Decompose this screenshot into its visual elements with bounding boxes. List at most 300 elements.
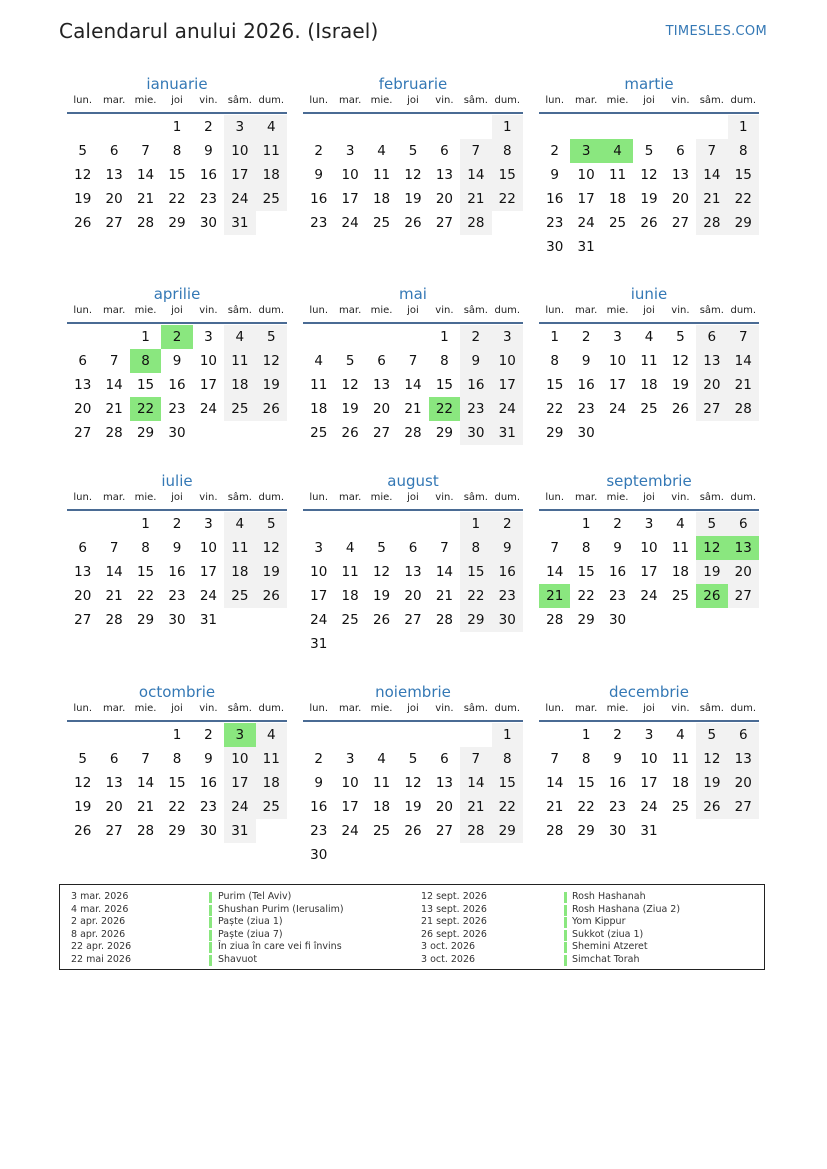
weekday-label: sâm. <box>699 95 724 106</box>
weekday-label: dum. <box>258 305 285 316</box>
weekday-header <box>67 300 287 324</box>
legend-holiday-marker <box>564 942 567 953</box>
day-cell: 10 <box>199 540 217 556</box>
day-cell: 4 <box>676 727 685 743</box>
legend-holiday-marker <box>564 917 567 928</box>
day-cell: 26 <box>404 823 422 839</box>
weekday-label: sâm. <box>463 492 488 503</box>
weekday-label: joi <box>407 492 419 503</box>
day-cell: 24 <box>577 215 595 231</box>
day-cell: 18 <box>224 560 255 584</box>
day-cell: 14 <box>696 163 727 187</box>
day-cell: 7 <box>728 325 759 349</box>
day-cell: 29 <box>460 608 491 632</box>
day-cell: 26 <box>74 823 92 839</box>
day-cell: 25 <box>671 799 689 815</box>
day-cell: 21 <box>105 401 123 417</box>
day-cell: 9 <box>204 143 213 159</box>
day-grid <box>303 115 523 259</box>
day-cell: 2 <box>314 751 323 767</box>
day-cell: 10 <box>492 349 523 373</box>
day-cell: 15 <box>492 771 523 795</box>
day-cell: 19 <box>256 560 287 584</box>
day-cell: 5 <box>256 325 287 349</box>
day-cell-holiday: 12 <box>696 536 727 560</box>
day-cell: 12 <box>372 564 391 580</box>
day-cell: 12 <box>404 167 422 183</box>
day-cell: 29 <box>577 823 595 839</box>
weekday-header <box>539 487 759 511</box>
weekday-label: mar. <box>575 305 598 316</box>
day-cell: 20 <box>105 191 123 207</box>
day-cell: 6 <box>78 540 87 556</box>
day-cell: 31 <box>577 239 595 255</box>
day-cell: 30 <box>608 823 627 839</box>
weekday-label: joi <box>643 95 655 106</box>
day-cell: 27 <box>671 215 689 231</box>
weekday-label: mie. <box>606 492 629 503</box>
day-grid <box>67 512 287 656</box>
day-cell: 16 <box>199 167 217 183</box>
day-cell: 14 <box>435 564 453 580</box>
day-cell: 20 <box>404 588 422 604</box>
day-cell: 15 <box>168 775 186 791</box>
day-cell: 13 <box>74 377 92 393</box>
day-cell: 24 <box>199 588 217 604</box>
day-cell: 5 <box>78 143 87 159</box>
weekday-label: lun. <box>73 95 93 106</box>
day-cell: 28 <box>136 823 155 839</box>
weekday-label: vin. <box>671 492 690 503</box>
day-cell: 18 <box>671 564 689 580</box>
day-cell: 12 <box>640 167 658 183</box>
day-cell: 22 <box>492 795 523 819</box>
day-cell: 16 <box>168 377 186 393</box>
weekday-label: mar. <box>575 703 598 714</box>
weekday-label: vin. <box>199 305 218 316</box>
day-cell: 15 <box>492 163 523 187</box>
day-cell: 20 <box>74 588 92 604</box>
legend-holiday-marker <box>209 930 212 941</box>
day-cell: 29 <box>136 612 155 628</box>
weekday-label: mar. <box>103 703 126 714</box>
day-cell: 24 <box>341 215 359 231</box>
day-cell: 9 <box>492 536 523 560</box>
day-cell: 29 <box>168 215 186 231</box>
day-cell: 29 <box>728 211 759 235</box>
day-cell: 7 <box>109 353 119 369</box>
legend-holiday-marker <box>209 905 212 916</box>
month-name: iunie <box>630 285 668 303</box>
day-cell: 20 <box>435 191 453 207</box>
weekday-label: lun. <box>309 703 329 714</box>
day-cell: 30 <box>310 847 328 863</box>
legend-date: 22 mai 2026 <box>71 954 132 965</box>
weekday-label: dum. <box>730 95 757 106</box>
day-grid <box>67 723 287 867</box>
day-cell: 27 <box>435 823 453 839</box>
site-brand-link[interactable]: TIMESLES.COM <box>665 24 767 39</box>
day-cell: 28 <box>105 425 123 441</box>
day-cell: 10 <box>341 167 359 183</box>
month-name: iulie <box>161 472 193 490</box>
day-cell: 4 <box>224 325 255 349</box>
day-cell: 21 <box>404 401 422 417</box>
weekday-label: lun. <box>73 305 93 316</box>
day-cell: 26 <box>404 215 422 231</box>
weekday-label: mar. <box>103 95 126 106</box>
day-cell: 15 <box>168 167 186 183</box>
day-grid <box>539 723 759 867</box>
day-cell: 24 <box>608 401 627 417</box>
day-cell: 2 <box>550 143 559 159</box>
month-august <box>303 470 523 652</box>
day-cell: 21 <box>546 799 564 815</box>
legend-date: 4 mar. 2026 <box>71 903 129 915</box>
day-cell: 9 <box>314 775 323 791</box>
day-cell: 13 <box>74 564 92 580</box>
weekday-label: mar. <box>339 305 362 316</box>
day-cell: 11 <box>224 536 255 560</box>
day-cell: 21 <box>136 799 155 815</box>
day-cell: 8 <box>172 143 182 159</box>
day-cell: 1 <box>492 723 523 747</box>
legend-holiday-name: Sukkot (ziua 1) <box>572 928 644 940</box>
day-cell: 25 <box>372 823 391 839</box>
day-cell: 28 <box>460 211 491 235</box>
day-cell: 22 <box>460 584 491 608</box>
day-cell: 17 <box>224 163 255 187</box>
day-cell: 18 <box>671 775 689 791</box>
day-cell: 5 <box>408 143 418 159</box>
month-septembrie <box>539 470 759 628</box>
day-cell: 20 <box>696 373 727 397</box>
weekday-label: mie. <box>370 95 393 106</box>
day-cell: 3 <box>345 751 355 767</box>
day-cell: 5 <box>696 723 727 747</box>
day-cell: 30 <box>546 239 564 255</box>
day-cell: 12 <box>696 747 727 771</box>
day-cell: 13 <box>372 377 391 393</box>
day-cell: 8 <box>141 540 150 556</box>
weekday-label: mar. <box>339 492 362 503</box>
day-cell: 29 <box>492 819 523 843</box>
day-cell: 27 <box>372 425 391 441</box>
day-cell: 3 <box>492 325 523 349</box>
legend-holiday-name: Shushan Purim (Ierusalim) <box>218 903 344 915</box>
legend-holiday-name: Paște (ziua 7) <box>218 928 283 940</box>
month-name: mai <box>399 285 427 303</box>
legend-holiday-name: Rosh Hashanah <box>572 891 646 902</box>
day-cell: 27 <box>435 215 453 231</box>
day-cell: 11 <box>224 349 255 373</box>
day-cell: 14 <box>404 377 422 393</box>
day-cell: 12 <box>404 775 422 791</box>
month-ianuarie <box>67 73 287 231</box>
day-cell: 2 <box>204 727 213 743</box>
day-cell: 9 <box>172 353 182 369</box>
weekday-label: vin. <box>435 703 454 714</box>
day-cell: 10 <box>199 353 217 369</box>
day-cell: 4 <box>676 516 685 532</box>
day-cell: 2 <box>204 119 213 135</box>
page-title: Calendarul anului 2026. (Israel) <box>59 19 379 43</box>
month-name: noiembrie <box>375 683 451 701</box>
month-name: februarie <box>378 75 448 93</box>
day-cell: 4 <box>644 329 654 345</box>
legend-holiday-name: Simchat Torah <box>572 954 640 965</box>
day-cell: 12 <box>671 353 689 369</box>
day-cell: 2 <box>492 512 523 536</box>
day-cell: 19 <box>74 799 92 815</box>
day-cell: 28 <box>696 211 727 235</box>
day-cell: 16 <box>460 373 491 397</box>
day-cell: 22 <box>577 799 595 815</box>
day-cell: 26 <box>256 397 287 421</box>
day-cell: 13 <box>671 167 689 183</box>
day-cell: 4 <box>377 143 386 159</box>
day-cell: 8 <box>581 540 591 556</box>
day-cell: 23 <box>168 401 186 417</box>
day-cell: 5 <box>377 540 386 556</box>
day-cell: 22 <box>546 401 564 417</box>
day-cell: 10 <box>608 353 627 369</box>
day-cell: 17 <box>224 771 255 795</box>
day-cell: 14 <box>546 775 564 791</box>
day-cell: 23 <box>546 215 564 231</box>
day-cell: 7 <box>550 751 559 767</box>
weekday-label: vin. <box>199 492 218 503</box>
day-cell: 15 <box>435 377 453 393</box>
day-grid <box>303 512 523 656</box>
day-cell: 20 <box>435 799 453 815</box>
day-cell: 10 <box>310 564 328 580</box>
weekday-label: vin. <box>199 703 218 714</box>
day-cell: 7 <box>460 747 491 771</box>
day-cell: 6 <box>377 353 386 369</box>
day-cell: 12 <box>74 775 92 791</box>
day-cell: 21 <box>435 588 453 604</box>
day-cell: 11 <box>310 377 328 393</box>
day-cell: 6 <box>109 751 119 767</box>
weekday-label: dum. <box>730 305 757 316</box>
day-cell: 19 <box>341 401 359 417</box>
weekday-header <box>67 90 287 114</box>
legend-date: 12 sept. 2026 <box>421 891 487 902</box>
day-cell: 28 <box>728 397 759 421</box>
day-cell: 7 <box>141 143 150 159</box>
day-cell: 11 <box>341 564 359 580</box>
weekday-label: dum. <box>730 703 757 714</box>
day-cell: 14 <box>728 349 759 373</box>
day-cell: 27 <box>696 397 727 421</box>
month-martie <box>539 73 759 255</box>
day-cell: 15 <box>136 377 155 393</box>
day-cell: 15 <box>577 775 595 791</box>
legend-holiday-name: Shavuot <box>218 954 258 965</box>
day-cell: 1 <box>728 115 759 139</box>
day-cell: 10 <box>341 775 359 791</box>
day-cell: 8 <box>460 536 491 560</box>
weekday-label: mie. <box>134 95 157 106</box>
day-cell: 13 <box>435 775 453 791</box>
day-cell: 25 <box>640 401 658 417</box>
day-cell: 31 <box>199 612 217 628</box>
day-cell: 1 <box>172 119 182 135</box>
weekday-label: joi <box>171 95 183 106</box>
legend-holiday-marker <box>564 930 567 941</box>
day-cell: 24 <box>224 795 255 819</box>
weekday-label: joi <box>407 703 419 714</box>
day-cell: 30 <box>492 608 523 632</box>
day-cell: 13 <box>105 167 123 183</box>
month-februarie <box>303 73 523 231</box>
day-cell-holiday: 26 <box>696 584 727 608</box>
weekday-label: mar. <box>103 305 126 316</box>
day-cell: 28 <box>404 425 422 441</box>
day-cell: 19 <box>256 373 287 397</box>
day-cell: 26 <box>671 401 689 417</box>
weekday-label: mie. <box>606 95 629 106</box>
day-cell: 27 <box>74 425 92 441</box>
day-cell: 25 <box>310 425 328 441</box>
day-cell: 11 <box>372 775 391 791</box>
day-cell: 17 <box>341 799 359 815</box>
day-cell: 5 <box>78 751 87 767</box>
day-cell: 23 <box>460 397 491 421</box>
day-cell: 12 <box>74 167 92 183</box>
day-cell: 9 <box>581 353 591 369</box>
day-cell: 27 <box>105 823 123 839</box>
day-cell: 20 <box>105 799 123 815</box>
day-cell: 18 <box>640 377 658 393</box>
day-cell: 2 <box>172 516 182 532</box>
day-cell: 10 <box>577 167 595 183</box>
day-cell: 22 <box>577 588 595 604</box>
weekday-label: lun. <box>73 703 93 714</box>
day-cell: 15 <box>577 564 595 580</box>
day-cell: 5 <box>696 512 727 536</box>
day-cell: 16 <box>577 377 595 393</box>
day-cell: 27 <box>728 795 759 819</box>
day-cell-holiday: 3 <box>224 723 255 747</box>
day-cell: 19 <box>696 771 727 795</box>
weekday-label: mie. <box>370 703 393 714</box>
day-cell: 24 <box>199 401 217 417</box>
day-cell: 24 <box>224 187 255 211</box>
day-cell: 9 <box>204 751 213 767</box>
day-cell: 14 <box>136 775 155 791</box>
legend-date: 3 oct. 2026 <box>421 941 476 953</box>
day-cell: 11 <box>640 353 658 369</box>
day-cell: 20 <box>372 401 391 417</box>
day-cell: 31 <box>224 819 255 843</box>
weekday-label: dum. <box>494 305 521 316</box>
day-cell: 20 <box>671 191 689 207</box>
weekday-label: dum. <box>258 492 285 503</box>
month-name: decembrie <box>609 683 689 701</box>
day-cell: 7 <box>408 353 418 369</box>
day-cell: 30 <box>199 823 217 839</box>
day-cell: 1 <box>141 516 150 532</box>
day-cell: 19 <box>372 588 391 604</box>
day-cell: 27 <box>74 612 92 628</box>
day-cell: 17 <box>341 191 359 207</box>
day-cell: 25 <box>256 187 287 211</box>
day-cell: 16 <box>168 564 186 580</box>
weekday-label: dum. <box>258 95 285 106</box>
day-cell: 14 <box>105 377 123 393</box>
day-cell: 9 <box>550 167 559 183</box>
day-cell: 9 <box>314 167 323 183</box>
legend-holiday-marker <box>564 892 567 903</box>
day-cell: 12 <box>256 536 287 560</box>
weekday-label: lun. <box>545 95 565 106</box>
day-cell: 18 <box>256 771 287 795</box>
day-cell-holiday: 22 <box>429 397 460 421</box>
day-cell: 9 <box>460 349 491 373</box>
day-cell: 4 <box>256 723 287 747</box>
day-cell: 26 <box>640 215 658 231</box>
weekday-label: mar. <box>339 703 362 714</box>
month-iulie <box>67 470 287 628</box>
day-cell: 4 <box>314 353 323 369</box>
day-cell: 26 <box>256 584 287 608</box>
weekday-label: vin. <box>435 492 454 503</box>
month-decembrie <box>539 681 759 839</box>
legend-date: 21 sept. 2026 <box>421 916 487 928</box>
weekday-label: mar. <box>575 95 598 106</box>
day-cell: 11 <box>256 747 287 771</box>
weekday-label: lun. <box>545 703 565 714</box>
day-grid <box>303 325 523 469</box>
day-cell: 13 <box>435 167 453 183</box>
weekday-header <box>539 300 759 324</box>
day-cell: 25 <box>256 795 287 819</box>
day-cell: 1 <box>172 727 182 743</box>
legend-holiday-name: Paște (ziua 1) <box>218 916 283 928</box>
legend-holiday-marker <box>209 917 212 928</box>
day-grid <box>303 723 523 867</box>
weekday-label: joi <box>171 305 183 316</box>
day-cell: 7 <box>440 540 449 556</box>
day-cell: 16 <box>608 564 627 580</box>
weekday-label: mar. <box>575 492 598 503</box>
day-cell: 7 <box>460 139 491 163</box>
day-cell: 16 <box>546 191 564 207</box>
day-cell: 8 <box>492 139 523 163</box>
day-cell: 14 <box>105 564 123 580</box>
day-cell: 23 <box>168 588 186 604</box>
day-cell: 21 <box>136 191 155 207</box>
weekday-label: joi <box>171 703 183 714</box>
weekday-label: dum. <box>258 703 285 714</box>
weekday-label: vin. <box>671 305 690 316</box>
weekday-label: lun. <box>545 305 565 316</box>
day-cell: 13 <box>696 349 727 373</box>
weekday-header <box>303 90 523 114</box>
day-cell: 16 <box>310 799 328 815</box>
day-cell: 17 <box>310 588 328 604</box>
day-cell: 8 <box>728 139 759 163</box>
weekday-header <box>67 698 287 722</box>
day-cell: 17 <box>577 191 595 207</box>
day-cell: 15 <box>136 564 155 580</box>
day-cell: 26 <box>74 215 92 231</box>
day-cell: 1 <box>141 329 150 345</box>
day-cell: 6 <box>676 143 685 159</box>
day-cell: 21 <box>460 795 491 819</box>
